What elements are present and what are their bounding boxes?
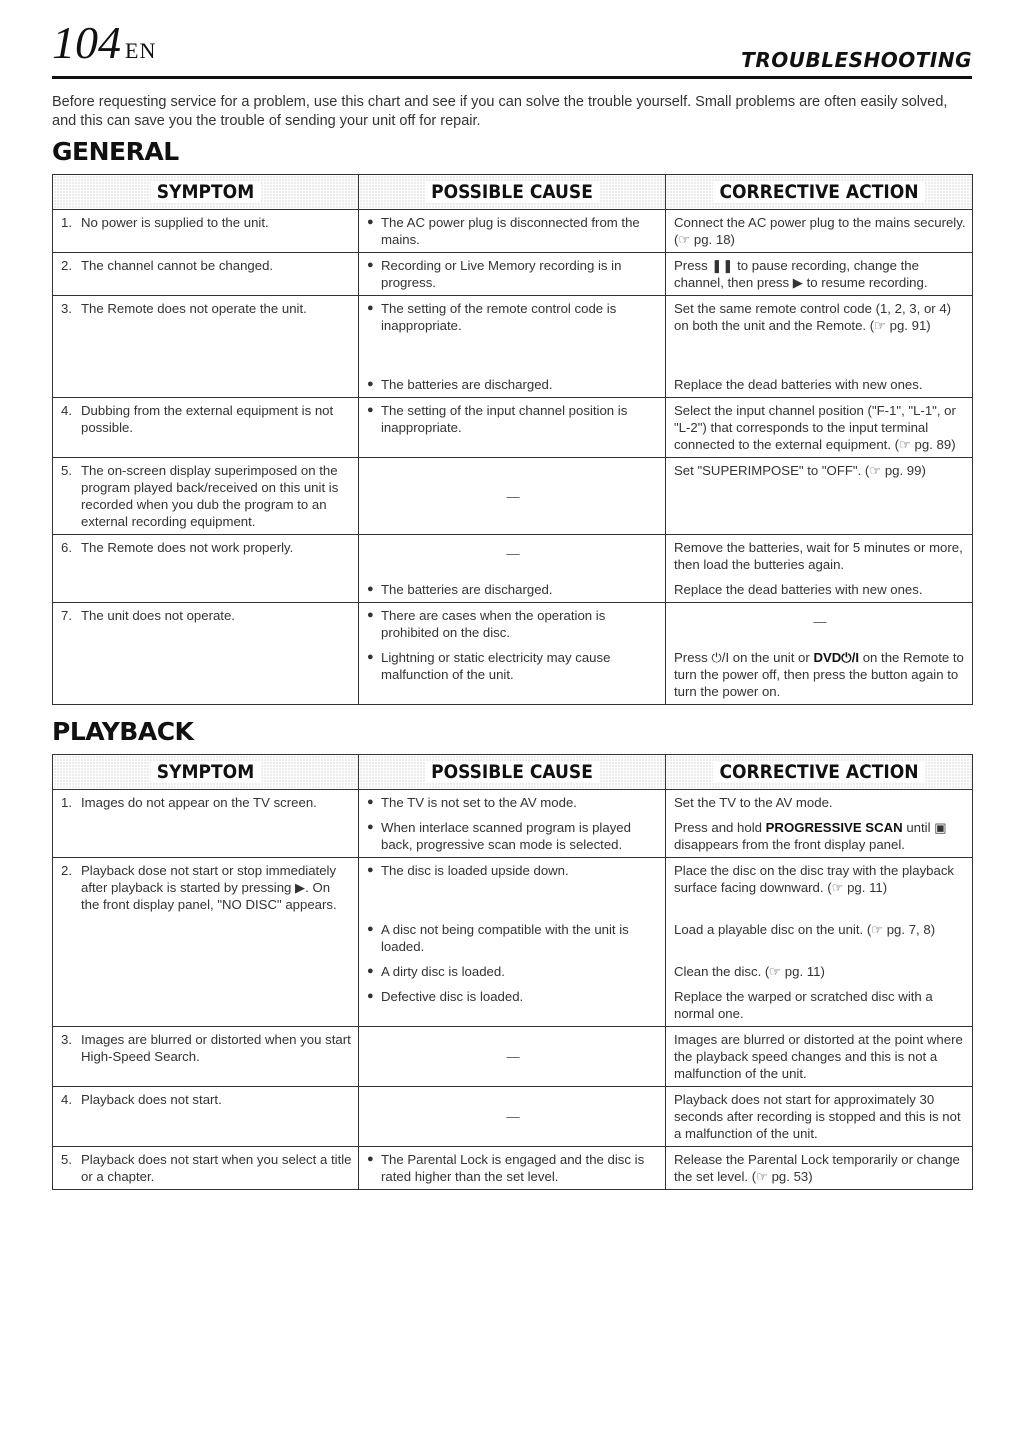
table-row: 5. The on-screen display superimposed on the program played back/received on this unit is recorded when you dub the program to an external recording equipment. — Set "SUPERIMPOSE" to "OFF". (☞ pg. 99): [53, 458, 973, 535]
table-row: 7. The unit does not operate. ● There are cases when the operation is prohibited on the disc. ● Lightning or static electricity may cause malfunction of the unit. — Press ⏻/I on the unit or DVD⏻/I on the Remote to turn the power off, then press the button again to turn the power on.: [53, 603, 973, 705]
col-action: CORRECTIVE ACTION: [666, 175, 973, 210]
action-text: Place the disc on the disc tray with the playback surface facing downward. (☞ pg. 11): [674, 863, 955, 895]
table-row: 1. No power is supplied to the unit. ● The AC power plug is disconnected from the mains. Connect the AC power plug to the mains securely. (☞ pg. 18): [53, 210, 973, 253]
action-text: Replace the dead batteries with new ones.: [674, 582, 923, 597]
col-symptom: SYMPTOM: [53, 755, 359, 790]
action-text: Release the Parental Lock temporarily or change the set level. (☞ pg. 53): [674, 1152, 960, 1184]
action-text: Set the TV to the AV mode.: [674, 795, 833, 810]
cause-none: —: [506, 1049, 520, 1064]
action-text: Connect the AC power plug to the mains securely. (☞ pg. 18): [674, 215, 966, 247]
page-header: [52, 17, 972, 79]
symptom-text: Images are blurred or distorted when you start High-Speed Search.: [81, 1032, 351, 1064]
action-text: Set "SUPERIMPOSE" to "OFF". (☞ pg. 99): [674, 463, 926, 478]
action-text: Images are blurred or distorted at the point where the playback speed changes and this is not a malfunction of the unit.: [674, 1032, 963, 1081]
page: [52, 17, 972, 1190]
action-text: Set the same remote control code (1, 2, 3, or 4) on both the unit and the Remote. (☞ pg. 91): [674, 301, 952, 333]
cause-text: The setting of the input channel position is inappropriate.: [381, 403, 628, 435]
symptom-text: No power is supplied to the unit.: [81, 215, 269, 230]
page-number: 104 EN: [52, 17, 157, 68]
action-text: Load a playable disc on the unit. (☞ pg. 7, 8): [674, 922, 936, 937]
table-row: 6. The Remote does not work properly. — ● The batteries are discharged. Remove the batteries, wait for 5 minutes or more, then load the butteries again. Replace the dead batteries with new ones.: [53, 535, 973, 603]
cause-none: —: [506, 488, 520, 504]
cause-text: Lightning or static electricity may cause malfunction of the unit.: [381, 650, 611, 682]
table-row: 3. Images are blurred or distorted when you start High-Speed Search. — Images are blurred or distorted at the point where the playback speed changes and this is not a malfunction of the unit.: [53, 1027, 973, 1087]
table-row: 3. The Remote does not operate the unit. ● The setting of the remote control code is inappropriate. ● The batteries are discharged. Set the same remote control code (1, 2, 3, or 4) on both the unit and the Remote. (☞ pg. 91) Replace the dead batteries with new ones.: [53, 296, 973, 398]
general-heading: GENERAL: [52, 137, 179, 166]
table-row: 5. Playback does not start when you select a title or a chapter. ● The Parental Lock is engaged and the disc is rated higher than the set level. Release the Parental Lock temporarily or change the set level. (☞ pg. 53): [53, 1147, 973, 1190]
cause-none: —: [506, 1109, 520, 1124]
action-text: Press ❚❚ to pause recording, change the channel, then press ▶ to resume recording.: [674, 258, 928, 290]
cause-text: The Parental Lock is engaged and the disc is rated higher than the set level.: [381, 1152, 645, 1184]
action-text: Remove the batteries, wait for 5 minutes or more, then load the butteries again.: [674, 540, 963, 572]
table-header-row: [53, 755, 973, 790]
symptom-text: The unit does not operate.: [81, 608, 235, 623]
col-symptom: SYMPTOM: [53, 175, 359, 210]
symptom-text: The Remote does not work properly.: [81, 540, 294, 555]
action-text: Clean the disc. (☞ pg. 11): [674, 964, 825, 979]
cause-text: Defective disc is loaded.: [381, 989, 524, 1004]
cause-none: —: [506, 546, 520, 561]
action-text: Select the input channel position ("F-1", "L-1", or "L-2") that corresponds to the input terminal connected to the external equipment. (☞ pg. 89): [674, 403, 956, 452]
cause-text: There are cases when the operation is prohibited on the disc.: [381, 608, 606, 640]
action-text: Replace the dead batteries with new ones.: [674, 377, 923, 392]
symptom-text: The on-screen display superimposed on the program played back/received on this unit is recorded when you dub the program to an external recording equipment.: [81, 463, 339, 529]
col-cause: POSSIBLE CAUSE: [359, 755, 666, 790]
cause-text: The disc is loaded upside down.: [381, 863, 569, 878]
playback-table: [52, 754, 973, 1190]
action-text: Press and hold PROGRESSIVE SCAN until ▣ disappears from the front display panel.: [674, 820, 947, 852]
action-text: Press ⏻/I on the unit or DVD⏻/I on the Remote to turn the power off, then press the button again to turn the power on.: [674, 650, 964, 699]
section-title: TROUBLESHOOTING: [741, 48, 972, 72]
table-row: 1. Images do not appear on the TV screen. ● The TV is not set to the AV mode. ● When interlace scanned program is played back, progressive scan mode is selected. Set the TV to the AV mode. Press and hold PROGRESSIVE SCAN until ▣ disappears from the front display panel.: [53, 790, 973, 858]
cause-text: The TV is not set to the AV mode.: [381, 795, 577, 810]
cause-text: When interlace scanned program is played back, progressive scan mode is selected.: [381, 820, 631, 852]
cause-text: The batteries are discharged.: [381, 582, 553, 597]
symptom-text: Dubbing from the external equipment is not possible.: [81, 403, 334, 435]
table-row: 2. The channel cannot be changed. ● Recording or Live Memory recording is in progress. Press ❚❚ to pause recording, change the channel, then press ▶ to resume recording.: [53, 253, 973, 296]
playback-heading: PLAYBACK: [52, 717, 194, 746]
table-header-row: [53, 175, 973, 210]
table-row: 4. Playback does not start. — Playback does not start for approximately 30 seconds after recording is stopped and this is not a malfunction of the unit.: [53, 1087, 973, 1147]
cause-text: A disc not being compatible with the unit is loaded.: [381, 922, 629, 954]
symptom-text: Playback does not start when you select a title or a chapter.: [81, 1152, 352, 1184]
general-table: [52, 174, 973, 705]
action-text: Playback does not start for approximately 30 seconds after recording is stopped and this is not a malfunction of the unit.: [674, 1092, 961, 1141]
language-code: EN: [125, 38, 157, 63]
symptom-text: The Remote does not operate the unit.: [81, 301, 307, 316]
action-text: Replace the warped or scratched disc with a normal one.: [674, 989, 933, 1021]
symptom-text: Images do not appear on the TV screen.: [81, 795, 317, 810]
col-action: CORRECTIVE ACTION: [666, 755, 973, 790]
cause-text: The batteries are discharged.: [381, 377, 553, 392]
cause-text: The setting of the remote control code is inappropriate.: [381, 301, 617, 333]
action-none: —: [813, 614, 827, 629]
intro-paragraph: Before requesting service for a problem, use this chart and see if you can solve the trouble yourself. Small problems are often easily solved, and this can save you the trouble of sending your unit off for repair.: [52, 94, 948, 129]
table-row: 2. Playback dose not start or stop immediately after playback is started by pressing ▶. On the front display panel, "NO DISC" appears. ● The disc is loaded upside down. ● A disc not being compatible with the unit is loaded. ● A dirty disc is loaded. ● Defective disc is loaded. Place the disc on the disc tray with the playback surface facing downward. (☞ pg. 11) Load a playable disc on the unit. (☞ pg. 7, 8) Clean the disc. (☞ pg. 11) Replace the warped or scratched disc with a normal one.: [53, 858, 973, 1027]
col-cause: POSSIBLE CAUSE: [359, 175, 666, 210]
symptom-text: Playback does not start.: [81, 1092, 222, 1107]
cause-text: A dirty disc is loaded.: [381, 964, 505, 979]
symptom-text: Playback dose not start or stop immediately after playback is started by pressing ▶. On the front display panel, "NO DISC" appears.: [81, 863, 337, 912]
cause-text: Recording or Live Memory recording is in progress.: [381, 258, 622, 290]
symptom-text: The channel cannot be changed.: [81, 258, 274, 273]
table-row: 4. Dubbing from the external equipment is not possible. ● The setting of the input channel position is inappropriate. Select the input channel position ("F-1", "L-1", or "L-2") that corresponds to the input terminal connected to the external equipment. (☞ pg. 89): [53, 398, 973, 458]
cause-text: The AC power plug is disconnected from the mains.: [381, 215, 640, 247]
